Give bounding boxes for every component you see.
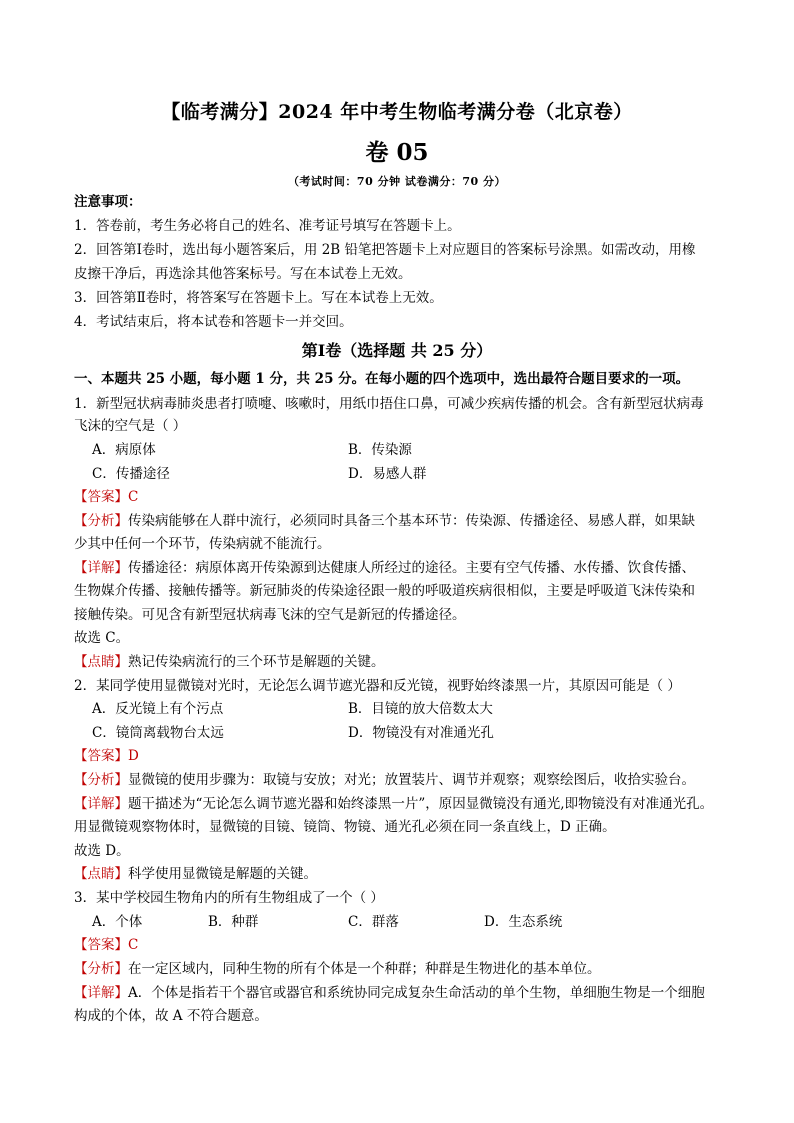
q1-option-d: D．易感人群 bbox=[348, 466, 427, 482]
q1-detail bbox=[74, 557, 724, 579]
q3-option-c: C．群落 bbox=[348, 914, 399, 930]
analysis-label: 【分析】 bbox=[74, 961, 128, 977]
q3-analysis bbox=[74, 958, 724, 980]
analysis-label: 【分析】 bbox=[74, 772, 128, 788]
q2-option-a: A．反光镜上有个污点 bbox=[92, 701, 224, 717]
answer-value: C bbox=[128, 937, 139, 953]
analysis-text: 传染病能够在人群中流行，必须同时具备三个基本环节：传染源、传播途径、易感人群，如果缺 bbox=[128, 513, 695, 529]
analysis-text: 显微镜的使用步骤为：取镜与安放；对光；放置装片、调节并观察；观察绘图后，收拾实验台。 bbox=[128, 772, 695, 788]
notes-heading: 注意事项： bbox=[74, 194, 142, 210]
note-item: 4．考试结束后，将本试卷和答题卡一并交回。 bbox=[74, 314, 353, 330]
q2-option-d: D．物镜没有对准通光孔 bbox=[348, 725, 494, 741]
answer-value: C bbox=[128, 489, 139, 505]
q3-option-a: A．个体 bbox=[92, 914, 143, 930]
q2-answer bbox=[74, 745, 724, 767]
analysis-label: 【分析】 bbox=[74, 513, 128, 529]
section-instruction: 一、本题共 25 小题，每小题 1 分，共 25 分。在每小题的四个选项中，选出最符合题目要求的一项。 bbox=[74, 371, 690, 387]
q2-comment bbox=[74, 863, 724, 885]
q2-choose: 故选 D。 bbox=[74, 843, 130, 859]
q2-analysis bbox=[74, 769, 724, 791]
q3-option-b: B．种群 bbox=[208, 914, 259, 930]
q2-option-b: B．目镜的放大倍数太大 bbox=[348, 701, 493, 717]
q1-choose: 故选 C。 bbox=[74, 630, 130, 646]
question-3-stem: 3．某中学校园生物角内的所有生物组成了一个（ ） bbox=[74, 890, 384, 906]
question-2-stem: 2．某同学使用显微镜对光时，无论怎么调节遮光器和反光镜，视野始终漆黑一片，其原因可能是（ ） bbox=[74, 678, 681, 694]
q3-answer bbox=[74, 934, 724, 956]
section-title: 第Ⅰ卷（选择题 共 25 分） bbox=[301, 341, 493, 360]
q3-detail-cont: 构成的个体，故 A 不符合题意。 bbox=[74, 1008, 268, 1024]
q2-detail bbox=[74, 793, 724, 815]
comment-label: 【点睛】 bbox=[74, 654, 128, 670]
question-1-stem-cont: 飞沫的空气是（ ） bbox=[74, 418, 187, 434]
q1-detail-cont: 接触传染。可见含有新型冠状病毒飞沫的空气是新冠的传播途径。 bbox=[74, 607, 466, 623]
q1-option-a: A．病原体 bbox=[92, 442, 156, 458]
note-item: 2．回答第Ⅰ卷时，选出每小题答案后，用 2B 铅笔把答题卡上对应题目的答案标号涂黑。如需改动，用橡 bbox=[74, 242, 696, 258]
q1-analysis bbox=[74, 510, 724, 532]
detail-label: 【详解】 bbox=[74, 560, 128, 576]
q1-comment bbox=[74, 651, 724, 673]
q1-detail-cont: 生物媒介传播、接触传播等。新冠肺炎的传染途径跟一般的呼吸道疾病很相似，主要是呼吸道飞沫传染和 bbox=[74, 583, 695, 599]
analysis-text: 在一定区域内，同种生物的所有个体是一个种群；种群是生物进化的基本单位。 bbox=[128, 961, 601, 977]
q2-detail-cont: 用显微镜观察物体时，显微镜的目镜、镜筒、物镜、通光孔必须在同一条直线上，D 正确。 bbox=[74, 819, 616, 835]
exam-title: 【临考满分】2024 年中考生物临考满分卷（北京卷） bbox=[161, 101, 633, 123]
comment-label: 【点睛】 bbox=[74, 866, 128, 882]
note-item: 3．回答第Ⅱ卷时，将答案写在答题卡上。写在本试卷上无效。 bbox=[74, 290, 443, 306]
comment-text: 熟记传染病流行的三个环节是解题的关键。 bbox=[128, 654, 385, 670]
q1-analysis-cont: 少其中任何一个环节，传染病就不能流行。 bbox=[74, 536, 331, 552]
answer-label: 【答案】 bbox=[74, 748, 128, 764]
answer-label: 【答案】 bbox=[74, 489, 128, 505]
exam-info: （考试时间：70 分钟 试卷满分：70 分） bbox=[287, 175, 507, 188]
q3-detail bbox=[74, 982, 724, 1004]
paper-number: 卷 05 bbox=[365, 139, 429, 166]
note-item: 1．答卷前，考生务必将自己的姓名、准考证号填写在答题卡上。 bbox=[74, 218, 461, 234]
question-1-stem: 1．新型冠状病毒肺炎患者打喷嚏、咳嗽时，用纸巾捂住口鼻，可减少疾病传播的机会。含有新型冠状病毒 bbox=[74, 396, 704, 412]
q3-option-d: D．生态系统 bbox=[484, 914, 563, 930]
detail-text: 题干描述为“无论怎么调节遮光器和始终漆黑一片”，原因显微镜没有通光,即物镜没有对准通光孔。 bbox=[128, 796, 714, 812]
q1-option-b: B．传染源 bbox=[348, 442, 412, 458]
detail-label: 【详解】 bbox=[74, 985, 128, 1001]
comment-text: 科学使用显微镜是解题的关键。 bbox=[128, 866, 317, 882]
answer-value: D bbox=[128, 748, 139, 764]
q1-answer bbox=[74, 486, 724, 508]
q2-option-c: C．镜筒离载物台太远 bbox=[92, 725, 224, 741]
note-item: 皮擦干净后，再选涂其他答案标号。写在本试卷上无效。 bbox=[74, 266, 412, 282]
detail-text: A．个体是指若干个器官或器官和系统协同完成复杂生命活动的单个生物，单细胞生物是一个细胞 bbox=[128, 985, 705, 1001]
q1-option-c: C．传播途径 bbox=[92, 466, 170, 482]
detail-label: 【详解】 bbox=[74, 796, 128, 812]
detail-text: 传播途径：病原体离开传染源到达健康人所经过的途径。主要有空气传播、水传播、饮食传播、 bbox=[128, 560, 695, 576]
answer-label: 【答案】 bbox=[74, 937, 128, 953]
